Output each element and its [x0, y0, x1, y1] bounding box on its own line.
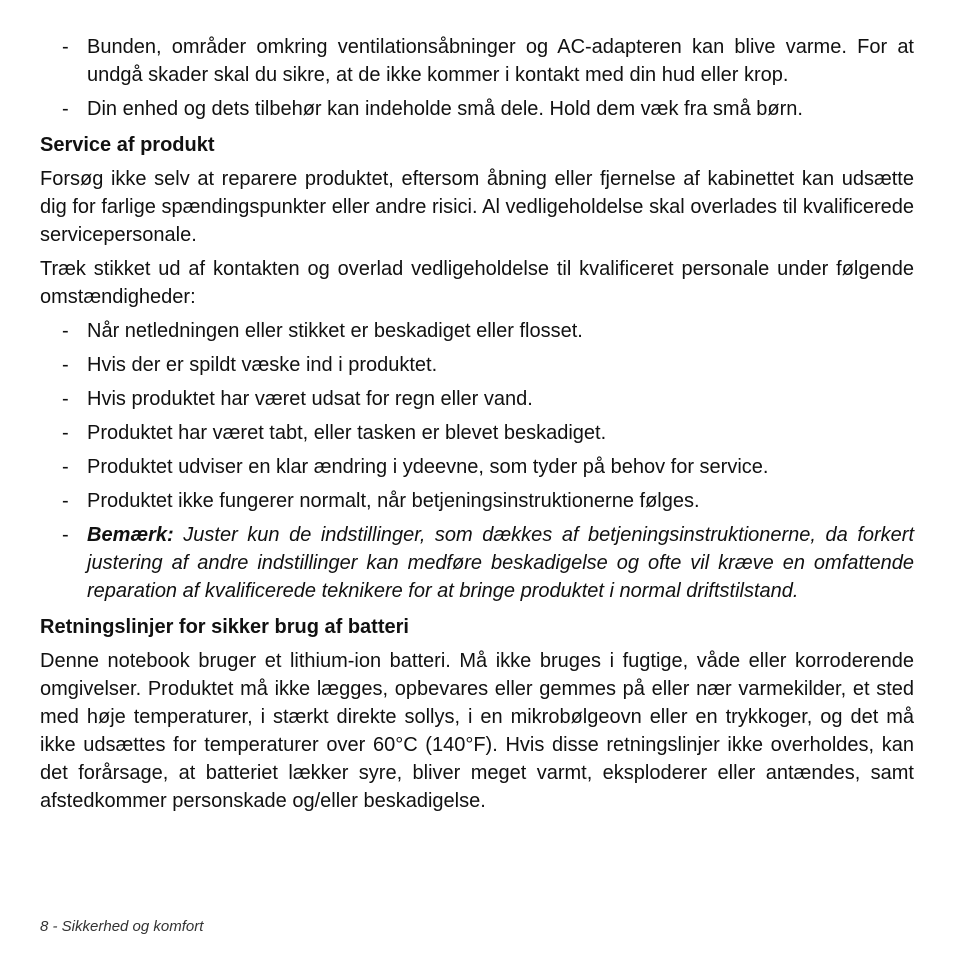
bullet-text: Hvis produktet har været udsat for regn eller vand. — [87, 388, 533, 410]
bullet-dash: - — [62, 354, 69, 376]
note-text: Juster kun de indstillinger, som dækkes af betjeningsinstruktionerne, da forkert justering af andre indstillinger kan medføre beskadigelse og ofte vil kræve en omfattende reparation af kvalificerede teknikere for at bringe produktet i normal driftstilstand. — [87, 524, 914, 602]
bullet-text: Produktet udviser en klar ændring i ydeevne, som tyder på behov for service. — [87, 456, 769, 478]
bullet-dash: - — [62, 388, 69, 410]
bullet-text: Hvis der er spildt væske ind i produktet. — [87, 354, 438, 376]
list-item — [40, 317, 914, 345]
service-paragraph-1: Forsøg ikke selv at reparere produktet, eftersom åbning eller fjernelse af kabinettet kan udsætte dig for farlige spændingspunkter eller andre risici. Al vedligeholdelse skal overlades til kvalificerede servicepersonale. — [40, 168, 914, 246]
intro-bullet-ventilation — [40, 33, 914, 89]
list-item — [40, 351, 914, 379]
list-item — [40, 487, 914, 515]
bullet-dash: - — [62, 490, 69, 512]
bullet-dash: - — [62, 422, 69, 444]
service-paragraph-2: Træk stikket ud af kontakten og overlad vedligeholdelse til kvalificeret personale under følgende omstændigheder: — [40, 258, 914, 308]
note-bullet — [40, 521, 914, 605]
bullet-dash: - — [62, 98, 69, 120]
list-item — [40, 385, 914, 413]
bullet-text: Produktet har været tabt, eller tasken er blevet beskadiget. — [87, 422, 607, 444]
bullet-dash: - — [62, 36, 69, 58]
bullet-dash: - — [62, 320, 69, 342]
page-content — [40, 33, 914, 815]
bullet-dash: - — [62, 456, 69, 478]
service-bullet-list — [40, 317, 914, 605]
bullet-text: Bunden, områder omkring ventilationsåbninger og AC-adapteren kan blive varme. For at undgå skader skal du sikre, at de ikke kommer i kontakt med din hud eller krop. — [87, 36, 914, 86]
page-footer: 8 - Sikkerhed og komfort — [40, 918, 204, 935]
intro-bullet-small-parts — [40, 95, 914, 123]
service-heading: Service af produkt — [40, 134, 215, 156]
bullet-dash: - — [62, 524, 69, 546]
intro-bullet-list — [40, 33, 914, 123]
battery-paragraph: Denne notebook bruger et lithium-ion batteri. Må ikke bruges i fugtige, våde eller korroderende omgivelser. Produktet må ikke lægges, opbevares eller gemmes på eller nær varmekilder, et sted med høje temperaturer, i stærkt direkte sollys, i en mikrobølgeovn eller en trykkoger, og det må ikke udsættes for temperaturer over 60°C (140°F). Hvis disse retningslinjer ikke overholdes, kan det forårsage, at batteriet lækker syre, bliver meget varmt, eksploderer eller antændes, samt afstedkommer personskade og/eller beskadigelse. — [40, 650, 914, 812]
note-label: Bemærk: — [87, 524, 174, 546]
bullet-text: Din enhed og dets tilbehør kan indeholde små dele. Hold dem væk fra små børn. — [87, 98, 803, 120]
bullet-text: Når netledningen eller stikket er beskadiget eller flosset. — [87, 320, 583, 342]
bullet-text: Produktet ikke fungerer normalt, når betjeningsinstruktionerne følges. — [87, 490, 700, 512]
list-item — [40, 453, 914, 481]
list-item — [40, 419, 914, 447]
battery-heading: Retningslinjer for sikker brug af batteri — [40, 616, 409, 638]
